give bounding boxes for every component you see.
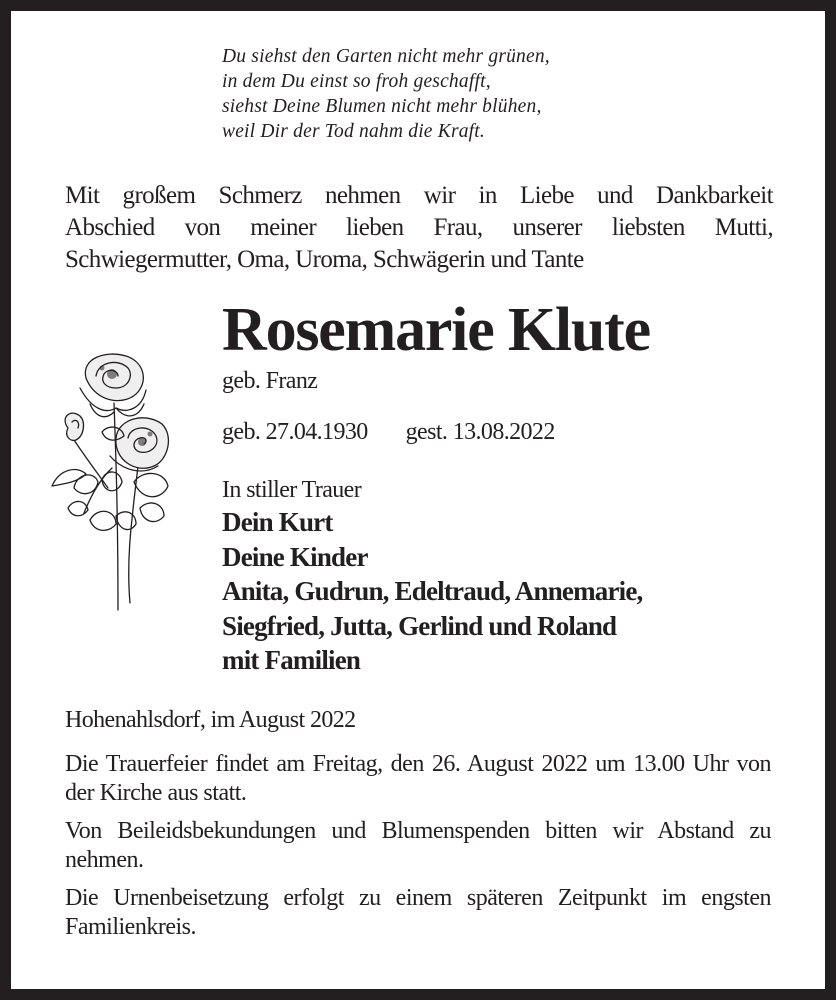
funeral-notice: Die Trauerfeier findet am Freitag, den 26. August 2022 um 13.00 Uhr von der Kirche aus statt.	[65, 751, 771, 806]
poem	[222, 44, 550, 144]
place-date: Hohenahlsdorf, im August 2022	[65, 707, 356, 733]
condolence-notice: Von Beileidsbekundungen und Blumenspenden bitten wir Abstand zu nehmen.	[65, 818, 771, 873]
poem-line: siehst Deine Blumen nicht mehr blühen,	[222, 96, 542, 117]
maiden-name: geb. Franz	[222, 368, 318, 394]
poem-line: in dem Du einst so froh geschafft,	[222, 71, 491, 92]
mourning-label: In stiller Trauer	[222, 477, 362, 503]
mourner-line: mit Familien	[222, 645, 361, 675]
mourners-list	[222, 505, 643, 678]
intro-line: Mit großem Schmerz nehmen wir in Liebe und Dankbarkeit	[65, 182, 773, 209]
mourner-line: Deine Kinder	[222, 541, 368, 572]
deceased-name: Rosemarie Klute	[222, 296, 650, 364]
poem-line: Du siehst den Garten nicht mehr grünen,	[222, 46, 550, 67]
poem-line: weil Dir der Tod nahm die Kraft.	[222, 121, 485, 142]
intro-text	[65, 180, 773, 276]
life-dates	[222, 417, 555, 447]
intro-line: Abschied von meiner lieben Frau, unserer liebsten Mutti,	[65, 214, 773, 241]
mourner-line: Siegfried, Jutta, Gerlind und Roland	[222, 610, 617, 641]
death-date: gest. 13.08.2022	[405, 419, 555, 445]
birth-date: geb. 27.04.1930	[222, 419, 368, 445]
rose-illustration-icon	[46, 348, 176, 618]
burial-notice: Die Urnenbeisetzung erfolgt zu einem späteren Zeitpunkt im engsten Familienkreis.	[65, 885, 771, 940]
notices	[65, 750, 771, 951]
mourner-line: Anita, Gudrun, Edeltraud, Annemarie,	[222, 576, 643, 606]
intro-line: Schwiegermutter, Oma, Uroma, Schwägerin und Tante	[65, 246, 584, 273]
mourner-line: Dein Kurt	[222, 507, 333, 537]
